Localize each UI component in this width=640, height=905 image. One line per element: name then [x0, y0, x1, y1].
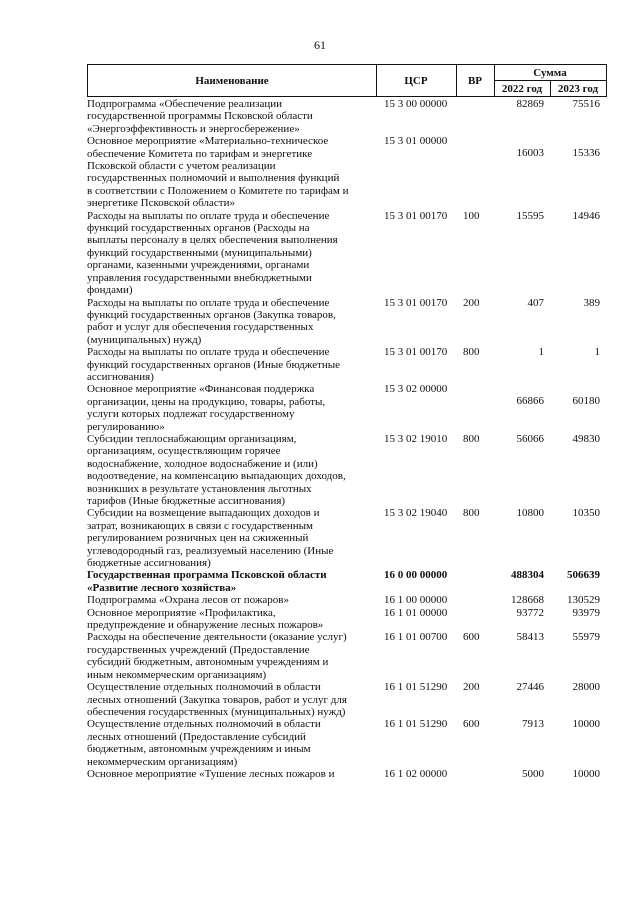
row-name-line: водоотведение, на компенсацию выпадающих доходов, [87, 470, 346, 483]
row-name-line: Подпрограмма «Обеспечение реализации [87, 98, 282, 110]
row-name-line: функций государственных органов (Закупка товаров, [87, 308, 336, 321]
row-name [87, 433, 377, 507]
header-sum: Сумма [494, 65, 606, 81]
row-name-line: управления государственными внебюджетными [87, 271, 312, 284]
row-name-line: Основное мероприятие «Тушение лесных пожаров и [87, 767, 335, 780]
row-name-line: предупреждение и обнаружение лесных пожаров» [87, 619, 324, 632]
row-name-line: Осуществление отдельных полномочий в области [87, 681, 321, 694]
row-name [87, 297, 377, 347]
row-name [87, 507, 377, 569]
row-name-line: субсидий бюджетным, автономным учреждениям и [87, 656, 329, 669]
header-name: Наименование [88, 65, 377, 96]
row-name-line: бюджетные ассигнования) [87, 557, 211, 570]
row-name-line: функций государственных органов (Иные бюджетные [87, 358, 341, 371]
row-sum-2023: 506639 [567, 569, 600, 582]
table-row [87, 433, 607, 507]
row-sum-2023: 1 [594, 346, 600, 359]
row-sum-2023: 389 [583, 296, 600, 309]
row-csr: 15 3 02 19040 [384, 507, 448, 520]
row-name-line: энергетике Псковской области» [87, 197, 235, 210]
row-name-line: Субсидии теплоснабжающим организациям, [87, 432, 297, 445]
row-sum-2023: 10000 [572, 767, 600, 780]
row-vr: 800 [463, 432, 480, 445]
row-sum-2022: 66866 [516, 395, 544, 408]
row-name-line: фондами) [87, 284, 133, 297]
row-name-line: организации, цены на продукцию, товары, работы, [87, 395, 326, 408]
row-name-line: Расходы на выплаты по оплате труда и обеспечение [87, 346, 330, 359]
row-sum-2022: 56066 [516, 432, 544, 445]
row-name [87, 383, 377, 433]
row-name-line: водоснабжение, холодное водоснабжение и (или) [87, 457, 318, 470]
row-name-line: регулированием розничных цен на сжиженный [87, 532, 309, 545]
row-name-line: Расходы на выплаты по оплате труда и обеспечение [87, 296, 330, 309]
row-vr: 200 [463, 296, 480, 309]
row-sum-2023: 130529 [567, 594, 600, 607]
row-csr: 16 1 00 00000 [384, 594, 448, 607]
row-csr: 16 1 01 00000 [384, 606, 448, 619]
row-name [87, 346, 377, 383]
row-name-line: тарифов (Иные бюджетные ассигнования) [87, 495, 286, 507]
header-year-2022: 2022 год [494, 81, 551, 96]
row-name-line: затрат, возникающих в связи с государственным [87, 519, 313, 532]
table-header [87, 64, 607, 97]
row-name [87, 135, 377, 209]
row-name [87, 98, 377, 135]
row-sum-2022: 15595 [516, 209, 544, 222]
row-vr: 200 [463, 681, 480, 694]
row-sum-2023: 14946 [572, 209, 600, 222]
table-row [87, 346, 607, 383]
table-row [87, 98, 607, 135]
row-name-line: «Энергоэффективность и энергосбережение» [87, 122, 300, 135]
row-name [87, 569, 377, 594]
row-name-line: государственных полномочий и выполнения функций [87, 172, 340, 185]
row-csr: 15 3 01 00170 [384, 346, 448, 359]
row-name-line: в соответствии с Положением о Комитете по тарифам и [87, 184, 349, 197]
row-name-line: лесных отношений (Предоставление субсидий [87, 730, 306, 743]
row-name-line: выплаты персоналу в целях обеспечения выполнения [87, 234, 338, 247]
row-name-line: ассигнования) [87, 370, 154, 383]
row-name [87, 594, 377, 606]
table-row [87, 681, 607, 718]
row-name-line: услуги которых подлежат государственному [87, 408, 295, 421]
row-name-line: некоммерческим организациям) [87, 755, 238, 768]
row-csr: 15 3 00 00000 [384, 98, 448, 110]
row-name-line: Основное мероприятие «Профилактика, [87, 606, 276, 619]
table-row [87, 718, 607, 768]
row-sum-2022: 1 [538, 346, 544, 359]
row-csr: 15 3 02 19010 [384, 432, 448, 445]
row-csr: 16 1 01 51290 [384, 681, 448, 694]
row-sum-2023: 49830 [572, 432, 600, 445]
row-name-line: обеспечение Комитета по тарифам и энергетике [87, 147, 313, 160]
row-name-line: функций государственными (муниципальными) [87, 246, 312, 259]
row-name [87, 607, 377, 632]
row-name-line: Расходы на выплаты по оплате труда и обеспечение [87, 209, 330, 222]
row-name-line: углеводородный газ, реализуемый населению (Иные [87, 544, 334, 557]
table-row [87, 297, 607, 347]
table-row [87, 768, 607, 780]
row-name-line: Государственная программа Псковской области [87, 569, 327, 582]
table-row [87, 607, 607, 632]
row-vr: 600 [463, 718, 480, 731]
row-name-line: функций государственных органов (Расходы на [87, 222, 310, 235]
header-vr: ВР [456, 65, 495, 96]
row-name-line: органами, казенными учреждениями, органами [87, 259, 310, 272]
row-name-line: организациям, осуществляющим горячее [87, 445, 281, 458]
row-sum-2022: 16003 [516, 147, 544, 160]
row-csr: 16 1 01 00700 [384, 631, 448, 644]
row-sum-2023: 93979 [572, 606, 600, 619]
row-sum-2023: 10350 [572, 507, 600, 520]
row-name [87, 718, 377, 768]
row-name-line: государственных учреждений (Предоставление [87, 643, 310, 656]
row-vr: 600 [463, 631, 480, 644]
table-row [87, 507, 607, 569]
row-sum-2022: 7913 [522, 718, 544, 731]
row-name-line: Основное мероприятие «Материально-техническое [87, 135, 329, 148]
row-csr: 15 3 01 00000 [384, 135, 448, 148]
row-name-line: (муниципальных) нужд) [87, 333, 202, 346]
row-name-line: «Развитие лесного хозяйства» [87, 581, 237, 594]
row-sum-2022: 128668 [511, 594, 544, 607]
row-sum-2023: 60180 [572, 395, 600, 408]
row-name-line: Подпрограмма «Охрана лесов от пожаров» [87, 594, 290, 607]
page-number: 61 [314, 38, 326, 52]
row-sum-2022: 82869 [516, 98, 544, 110]
row-name-line: Расходы на обеспечение деятельности (оказание услуг) [87, 631, 347, 644]
table-row [87, 210, 607, 297]
row-name [87, 681, 377, 718]
row-name-line: регулированию» [87, 420, 165, 433]
table-row [87, 631, 607, 681]
row-name-line: обеспечения государственных (муниципальных) нужд) [87, 705, 346, 718]
row-sum-2022: 10800 [516, 507, 544, 520]
table-body [87, 98, 607, 780]
row-sum-2022: 93772 [516, 606, 544, 619]
row-sum-2023: 15336 [572, 147, 600, 160]
row-vr: 100 [463, 209, 480, 222]
row-sum-2022: 407 [527, 296, 544, 309]
row-name-line: Основное мероприятие «Финансовая поддержка [87, 383, 315, 396]
row-sum-2022: 5000 [522, 767, 544, 780]
header-year-2023: 2023 год [557, 82, 599, 95]
row-name [87, 631, 377, 681]
row-name-line: возникших в результате установления льготных [87, 482, 312, 495]
table-row [87, 383, 607, 433]
row-vr: 800 [463, 346, 480, 359]
row-name [87, 768, 377, 780]
row-sum-2022: 488304 [511, 569, 544, 582]
header-csr: ЦСР [376, 65, 457, 96]
row-sum-2022: 58413 [516, 631, 544, 644]
row-name-line: лесных отношений (Закупка товаров, работ и услуг для [87, 693, 347, 706]
row-name [87, 210, 377, 297]
row-vr: 800 [463, 507, 480, 520]
row-sum-2023: 55979 [572, 631, 600, 644]
table-row [87, 135, 607, 209]
row-name-line: Осуществление отдельных полномочий в области [87, 718, 321, 731]
table-row [87, 594, 607, 606]
row-name-line: работ и услуг для обеспечения государственных [87, 321, 314, 334]
row-name-line: Псковской области с учетом реализации [87, 160, 276, 173]
row-name-line: Субсидии на возмещение выпадающих доходов и [87, 507, 320, 520]
row-sum-2023: 75516 [572, 98, 600, 110]
row-sum-2023: 10000 [572, 718, 600, 731]
row-name-line: иным некоммерческим организациям) [87, 668, 267, 681]
row-name-line: бюджетным, автономным учреждениям и иным [87, 743, 311, 756]
row-csr: 15 3 01 00170 [384, 296, 448, 309]
row-csr: 16 0 00 00000 [384, 569, 448, 582]
row-sum-2023: 28000 [572, 681, 600, 694]
row-sum-2022: 27446 [516, 681, 544, 694]
row-csr: 16 1 02 00000 [384, 767, 448, 780]
row-csr: 15 3 01 00170 [384, 209, 448, 222]
row-csr: 16 1 01 51290 [384, 718, 448, 731]
row-csr: 15 3 02 00000 [384, 383, 448, 396]
row-name-line: государственной программы Псковской области [87, 110, 313, 123]
table-row [87, 569, 607, 594]
